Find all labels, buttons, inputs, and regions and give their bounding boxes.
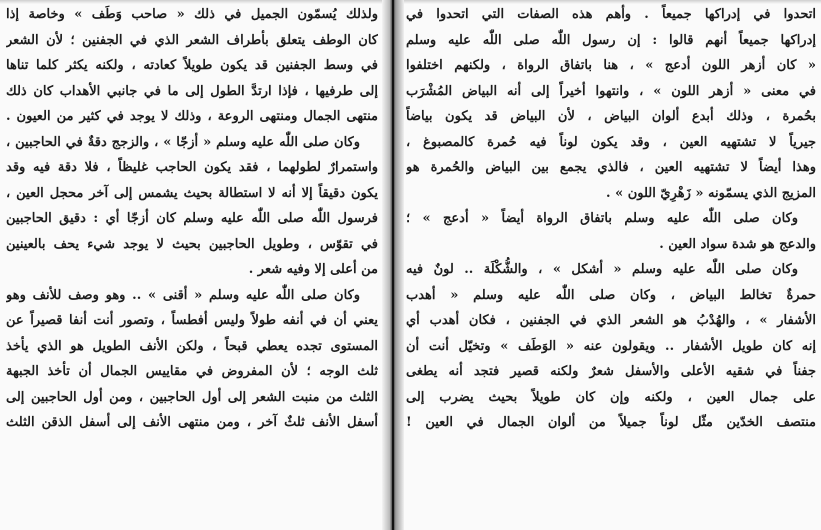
left-line-8: يكون دقيقاً إلا أنه لا استطالة بحيث يشمس إلى آخر محجل العين ،	[6, 185, 378, 201]
right-line-9: وكان صلى اللّٰه عليه وسلم باتفاق الرواة أيضاً « أدعج » ؛	[406, 211, 798, 226]
left-line-9: فرسول اللّٰه صلى اللّٰه عليه وسلم كان أزجّا أي : دقيق الحاجبين	[6, 211, 378, 226]
right-line-14: إنه كان طويل الأشفار .. ويقولون عنه « الوَطَف » وتخيّل أنت أن	[406, 338, 816, 354]
left-page	[6, 2, 378, 530]
left-line-6: وكان صلى اللّٰه عليه وسلم « أزجّا » ، والزجج دقةٌ في الحاجبين ،	[6, 134, 360, 150]
left-line-15: ثلث الوجه ؛ لأن المفروض في مقاييس الجمال أن تأخذ الجبهة	[6, 364, 378, 379]
right-line-16: على جمال العين ، ولكنه وإن كان طويلاً بحيث يضرب إلى	[406, 389, 816, 405]
right-line-1: اتحدوا في إدراكها جميعاً . وأهم هذه الصفات التي اتحدوا في	[406, 7, 816, 22]
right-line-3: « كان أزهر اللون أدعج » ، هنا باتفاق الرواة ، ولكنهم اختلفوا	[406, 58, 816, 73]
left-line-14: المستوى تجده يعطي قبحاً ، ولكن الأنف الطويل هو الذي يأخذ	[6, 338, 378, 354]
left-line-13: يعني أن في أنفه طولاً وليس أفطساً ، وتصور أنت أنفا قصيراً عن	[6, 313, 378, 328]
right-line-8: المزيج الذي يسمّونه « زَهْرِيّ اللون » .	[606, 185, 816, 201]
left-line-3: في وسط الجفنين قد يكون طويلاً كعادته ، ولكنه يكثر كلما تناها	[6, 58, 378, 73]
left-line-10: في تقوّس ، وطويل الحاجبين بحيث لا يوجد شيء يحف بالعينين	[6, 236, 378, 252]
right-line-17: منتصف الخدّين مثّل لوناً جميلاً من ألوان الجمال في العين !	[406, 415, 816, 430]
left-line-11: من أعلى إلا وفيه شعر .	[248, 262, 378, 277]
left-line-12: وكان صلى اللّٰه عليه وسلم « أقنى » .. وهو وصف للأنف وهو	[6, 287, 360, 303]
left-line-1: ولذلك يُسمّون الجميل في ذلك « صاحب وَطَف » وخاصة إذا	[6, 7, 378, 22]
left-line-2: كان الوطف يتعلق بأطراف الشعر الذي في الجفنين ؛ لأن الشعر	[6, 32, 378, 48]
right-line-15: جفناً في شقيه الأعلى والأسفل شعرٌ ولكنه قصير فتجد أنه يطغى	[406, 364, 816, 379]
right-line-11: وكان صلى اللّٰه عليه وسلم « أشكل » ، والشُّكْلَة .. لونٌ فيه	[406, 262, 798, 277]
right-line-12: حمرةٌ تخالط البياض ، وكان صلى اللّٰه عليه وسلم « أهدب	[406, 287, 816, 303]
right-page	[406, 2, 816, 530]
right-line-2: إدراكها جميعاً أنهم قالوا : إن رسول اللّٰه صلى اللّٰه عليه وسلم	[406, 32, 816, 48]
left-line-16: الثلث من منبت الشعر إلى أول الحاجبين ، ومن أول الحاجبين إلى	[6, 389, 378, 405]
left-line-7: واستمرارٌ لطولهما ، فقد يكون الحاجب غليظاً ، فلا دقة فيه وقد	[6, 160, 378, 175]
right-line-4: في معنى « أزهر اللون » ، وانتهوا أخيراً إلى أنه البياض المُشْرَب	[406, 83, 816, 99]
right-line-5: بحُمرة ، وذلك أبدع ألوان البياض ، لأن البياض قد يكون بياضاً	[406, 109, 816, 124]
gutter-fold-line	[392, 0, 394, 530]
right-line-13: الأشفار » ، والهُدْبُ هو الشعر الذي في الجفنين ، فكان أهدب أي	[406, 313, 816, 328]
left-line-5: منتهى الجمال ومنتهى الروعة ، وذلك لا يوجد في كثير من العيون .	[6, 109, 378, 124]
left-line-17: أسفل الأنف ثلثٌ آخر ، ومن منتهى الأنف إلى أسفل الذقن الثلث	[6, 415, 378, 430]
right-line-6: جيرياً لا تشتهيه العين ، وقد يكون لوناً فيه حُمرة كالمصبوغ ،	[406, 134, 816, 150]
right-line-7: وهذا أيضاً لا تشتهيه العين ، فالذي يجمع بين البياض والحُمرة هو	[406, 160, 816, 175]
right-line-10: والدعج هو شدة سواد العين .	[659, 236, 816, 252]
left-line-4: إلى طرفيها ، فإذا ارتدَّ الطول إلى ما في جانبي الأهداب كان ذلك	[6, 83, 378, 99]
